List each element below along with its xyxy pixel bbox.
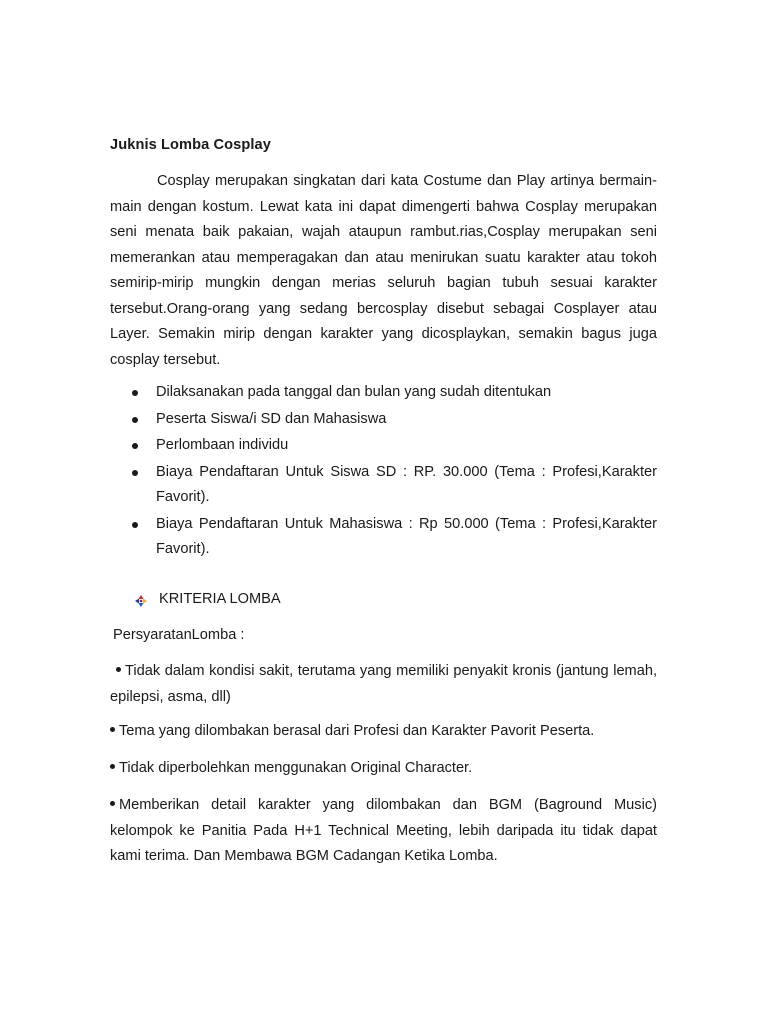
bullet-text: Dilaksanakan pada tanggal dan bulan yang sudah ditentukan	[156, 384, 552, 400]
bullet-item	[110, 460, 657, 511]
document-title: Juknis Lomba Cosplay	[110, 137, 271, 153]
requirement-text: Tidak dalam kondisi sakit, terutama yang memiliki penyakit kronis (jantung lemah, epilepsi, asma, dll)	[110, 663, 657, 705]
info-bullet-list	[110, 380, 657, 564]
requirement-text: Tidak diperbolehkan menggunakan Original Character.	[119, 760, 473, 776]
bullet-icon	[132, 390, 138, 396]
bullet-icon	[132, 470, 138, 476]
bullet-item	[110, 512, 657, 563]
bullet-icon	[132, 417, 138, 423]
bullet-item	[110, 407, 657, 433]
requirement-text: Tema yang dilombakan berasal dari Profesi dan Karakter Pavorit Peserta.	[119, 723, 595, 739]
kriteria-heading: KRITERIA LOMBA	[159, 591, 281, 607]
intro-paragraph: Cosplay merupakan singkatan dari kata Costume dan Play artinya bermain-main dengan kostum. Lewat kata ini dapat dimengerti bahwa Cosplay merupakan seni menata baik pakaian, wajah ataupun rambut.rias,Cosplay merupakan seni memerankan atau memperagakan dan atau menirukan suatu karakter atau tokoh semirip-mirip mungkin dengan merias seluruh bagian tubuh sesuai karakter tersebut.Orang-orang yang sedang bercosplay disebut sebagai Cosplayer atau Layer. Semakin mirip dengan karakter yang dicosplaykan, semakin bagus juga cosplay tersebut.	[110, 173, 657, 368]
requirement-item	[110, 659, 657, 710]
bullet-item	[110, 380, 657, 406]
bullet-text: Biaya Pendaftaran Untuk Siswa SD : RP. 30.000 (Tema : Profesi,Karakter Favorit).	[156, 463, 657, 505]
requirement-item	[110, 756, 657, 782]
bullet-icon	[116, 667, 121, 672]
bullet-icon	[110, 801, 115, 806]
bullet-icon	[110, 727, 115, 732]
requirement-item	[110, 719, 657, 745]
bullet-item	[110, 433, 657, 459]
requirement-text: Memberikan detail karakter yang dilombakan dan BGM (Baground Music) kelompok ke Panitia Pada H+1 Technical Meeting, lebih daripada itu tidak dapat kami terima. Dan Membawa BGM Cadangan Ketika Lomba.	[110, 797, 657, 864]
kriteria-heading-row	[134, 590, 281, 608]
requirement-item	[110, 793, 657, 870]
bullet-text: Biaya Pendaftaran Untuk Mahasiswa : Rp 50.000 (Tema : Profesi,Karakter Favorit).	[156, 515, 657, 557]
bullet-text: Perlombaan individu	[156, 437, 289, 453]
bullet-icon	[132, 522, 138, 528]
four-arrows-icon	[134, 594, 148, 608]
bullet-icon	[132, 443, 138, 449]
bullet-icon	[110, 764, 115, 769]
bullet-text: Peserta Siswa/i SD dan Mahasiswa	[156, 410, 387, 427]
persyaratan-label: PersyaratanLomba :	[113, 627, 245, 643]
